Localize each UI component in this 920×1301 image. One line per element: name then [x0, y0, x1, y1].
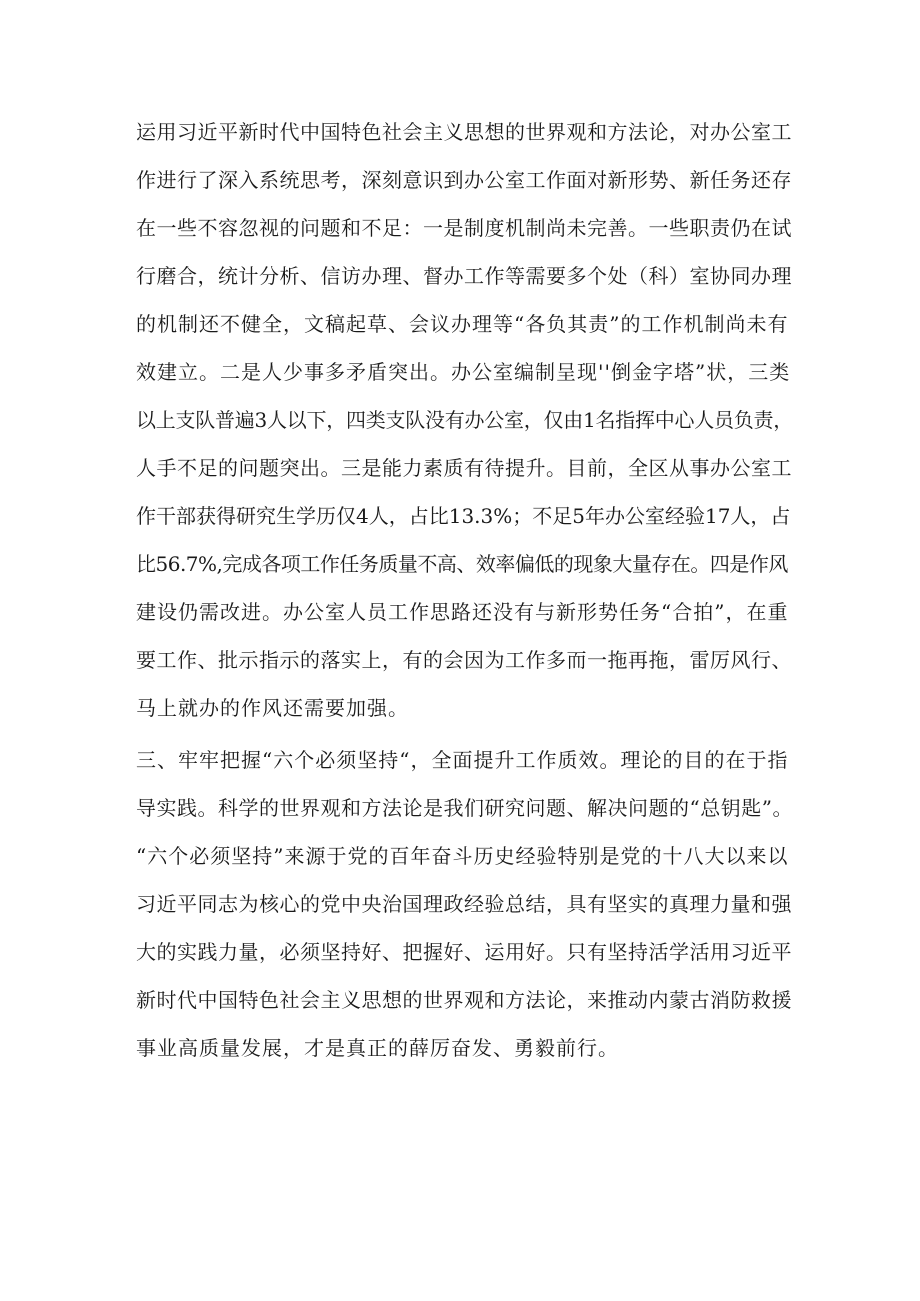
text-line: 建设仍需改进。办公室人员工作思路还没有与新形势任务“合拍”，在重 [136, 600, 789, 624]
text-line: 导实践。科学的世界观和方法论是我们研究问题、解决问题的“总钥匙”。 [136, 796, 793, 820]
text-line: 效建立。二是人少事多矛盾突出。办公室编制呈现''倒金字塔”状，三类 [136, 360, 791, 384]
text-line: “六个必须坚持”来源于党的百年奋斗历史经验特别是党的十八大以来以 [136, 844, 789, 868]
text-line: 大的实践力量，必须坚持好、把握好、运用好。只有坚持活学活用习近平 [136, 940, 792, 964]
text-line: 习近平同志为核心的党中央治国理政经验总结，具有坚实的真理力量和强 [136, 892, 792, 916]
text-line: 新时代中国特色社会主义思想的世界观和方法论，来推动内蒙古消防救援 [136, 988, 792, 1012]
text-line: 作进行了深入系统思考，深刻意识到办公室工作面对新形势、新任务还存 [136, 168, 792, 192]
text-line: 比56.7%,完成各项工作任务质量不高、效率偏低的现象大量存在。四是作风 [136, 552, 788, 576]
text-line: 三、牢牢把握“六个必须坚持“，全面提升工作质效。理论的目的在于指 [136, 748, 789, 772]
text-line: 要工作、批示指示的落实上，有的会因为工作多而一拖再拖，雷厉风行、 [136, 648, 792, 672]
text-line: 作干部获得研究生学历仅4人，占比13.3%；不足5年办公室经验17人，占 [136, 504, 791, 528]
text-line: 以上支队普遍3人以下，四类支队没有办公室，仅由1名指挥中心人员负责， [136, 408, 793, 432]
text-line: 运用习近平新时代中国特色社会主义思想的世界观和方法论，对办公室工 [136, 120, 792, 144]
text-line: 人手不足的问题突出。三是能力素质有待提升。目前，全区从事办公室工 [136, 456, 792, 480]
text-line: 行磨合，统计分析、信访办理、督办工作等需要多个处（科）室协同办理 [136, 264, 792, 288]
text-line: 在一些不容忽视的问题和不足：一是制度机制尚未完善。一些职责仍在试 [136, 216, 792, 240]
text-line: 的机制还不健全，文稿起草、会议办理等“各负其责”的工作机制尚未有 [136, 312, 789, 336]
paragraph-office-problems [136, 108, 796, 732]
text-line: 马上就办的作风还需要加强。 [136, 696, 409, 720]
paragraph-six-musts [136, 736, 796, 1072]
text-line: 事业高质量发展，才是真正的薛厉奋发、勇毅前行。 [136, 1036, 619, 1060]
